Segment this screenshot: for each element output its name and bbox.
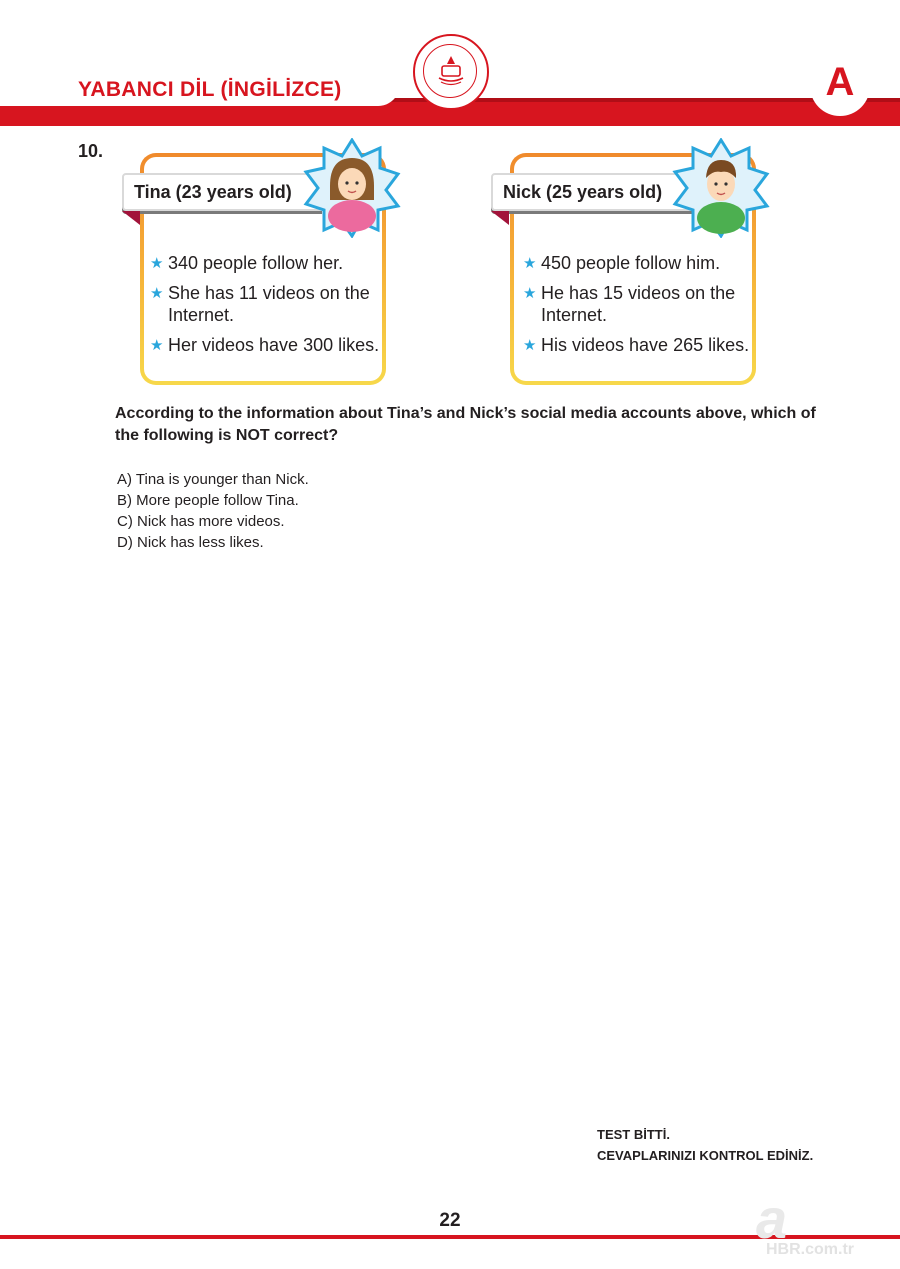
option-d[interactable]: D) Nick has less likes.	[117, 534, 264, 551]
option-b[interactable]: B) More people follow Tina.	[117, 492, 299, 509]
boy-avatar-icon	[671, 138, 771, 238]
star-icon: ★	[150, 285, 164, 302]
option-a[interactable]: A) Tina is younger than Nick.	[117, 471, 309, 488]
option-c[interactable]: C) Nick has more videos.	[117, 513, 285, 530]
test-end-line2: CEVAPLARINIZI KONTROL EDİNİZ.	[597, 1148, 814, 1163]
star-icon: ★	[150, 255, 164, 272]
card-title-tina: Tina (23 years old)	[122, 173, 322, 211]
svg-text:HBR.com.tr: HBR.com.tr	[766, 1241, 855, 1258]
svg-text:a: a	[756, 1188, 788, 1250]
bullet-list-nick	[523, 252, 761, 364]
star-icon: ★	[523, 255, 537, 272]
ribbon-fold	[122, 211, 140, 225]
watermark-logo-icon	[752, 1188, 892, 1260]
girl-avatar-icon	[302, 138, 402, 238]
star-icon: ★	[523, 337, 537, 354]
ribbon-fold	[491, 211, 509, 225]
bullet-item: ★ 450 people follow him.	[523, 253, 721, 273]
question-number: 10.	[78, 141, 104, 161]
star-icon: ★	[150, 337, 164, 354]
bullet-item: ★ Her videos have 300 likes.	[150, 335, 380, 355]
bullet-list-tina	[150, 252, 390, 364]
answer-options	[117, 469, 309, 553]
question-stem: According to the information about Tina’s and Nick’s social media accounts above, which of the following is NOT correct?	[115, 405, 816, 444]
page-number: 22	[439, 1210, 461, 1231]
subject-title: YABANCI DİL (İNGİLİZCE)	[78, 78, 342, 101]
test-end-line1: TEST BİTTİ.	[597, 1127, 670, 1142]
bullet-item: ★ She has 11 videos on the Internet.	[150, 283, 370, 325]
booklet-letter: A	[825, 60, 855, 104]
bullet-item: ★ He has 15 videos on the Internet.	[523, 283, 736, 325]
card-title-nick: Nick (25 years old)	[491, 173, 693, 211]
bullet-item: ★ His videos have 265 likes.	[523, 335, 750, 355]
star-icon: ★	[523, 285, 537, 302]
bullet-item: ★ 340 people follow her.	[150, 253, 344, 273]
ministry-seal-icon	[413, 34, 489, 110]
